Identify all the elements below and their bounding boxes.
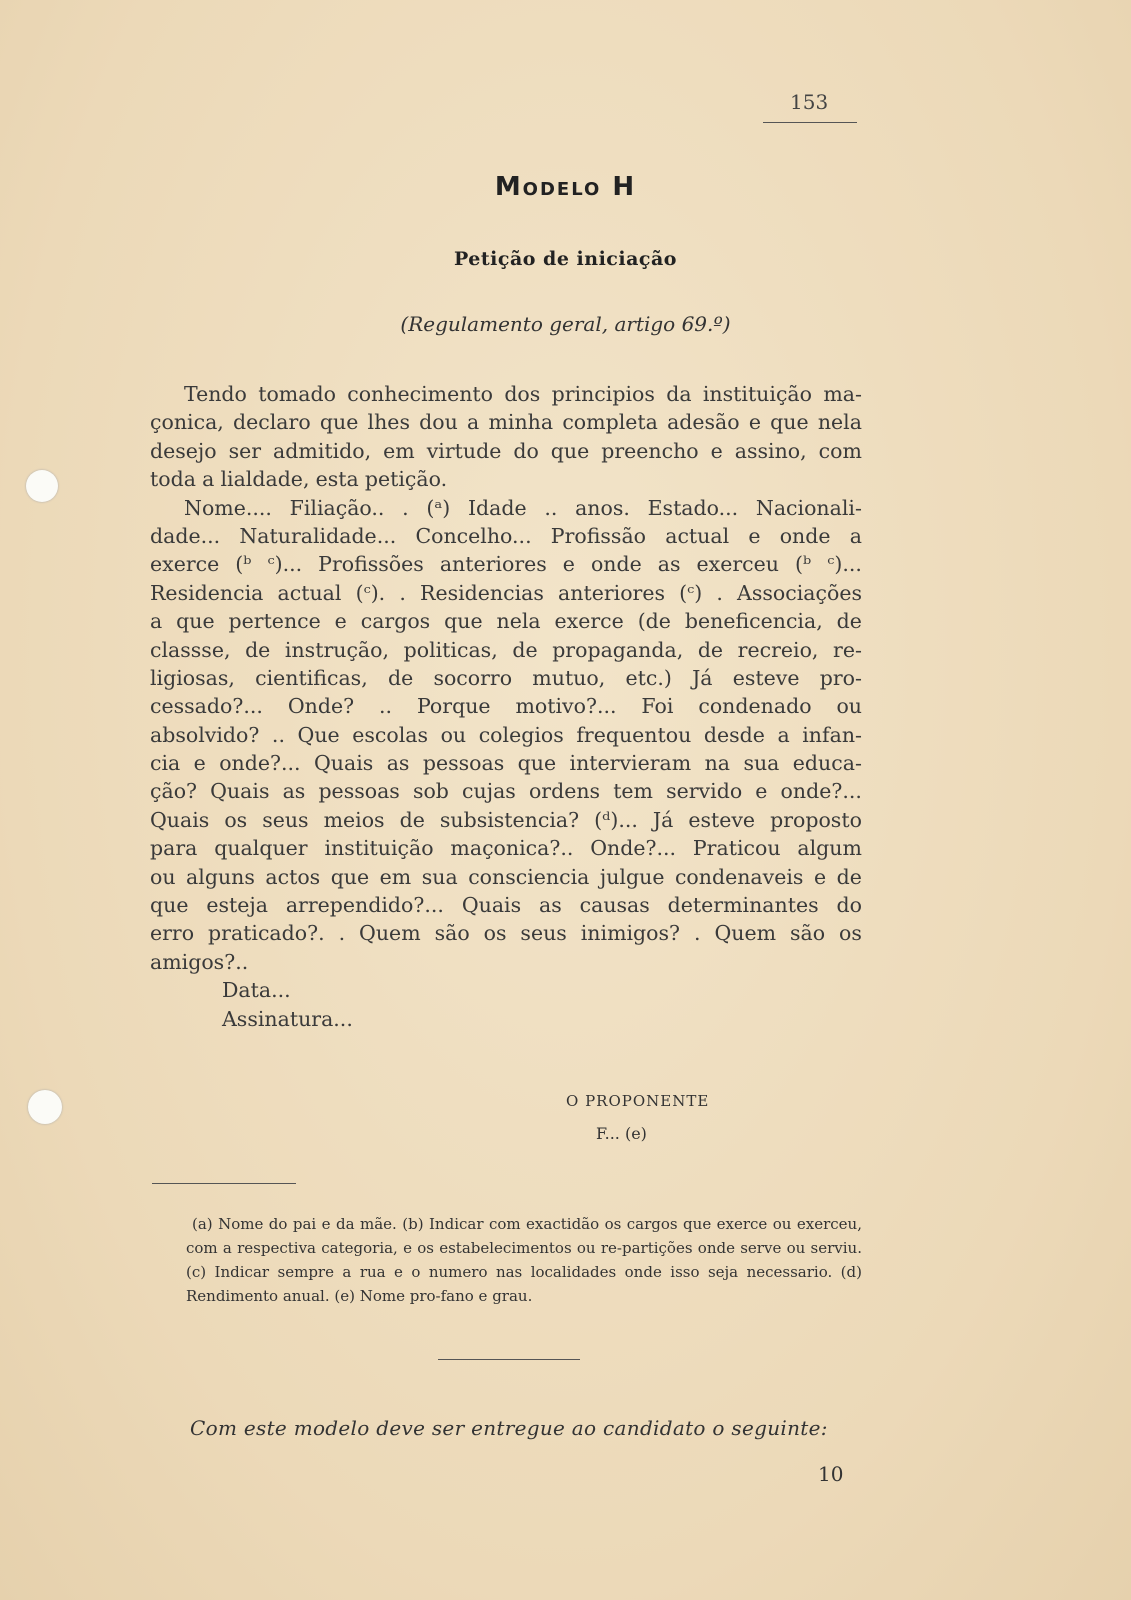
- section-rule: [438, 1359, 580, 1360]
- signature-number: 10: [818, 1462, 844, 1486]
- footnote-rule: [152, 1183, 296, 1184]
- page-title: Modelo H: [494, 172, 637, 202]
- body-line: ligiosas, cientificas, de socorro mutuo, etc.) Já esteve pro-: [150, 665, 862, 690]
- footnotes-text: (a) Nome do pai e da mãe. (b) Indicar com exactidão os cargos que exerce ou exerceu, com a respectiva categoria, e os estabelecimentos ou re-partições onde serve ou serviu. (c) Indicar sempre a rua e o numero nas localidades onde isso seja necessario. (d) Rendimento anual. (e) Nome pro-fano e grau.: [186, 1215, 862, 1305]
- body-line: cia e onde?... Quais as pessoas que intervieram na sua educa-: [150, 751, 862, 776]
- body-line: dade... Naturalidade... Concelho... Profissão actual e onde a: [150, 523, 862, 548]
- body-line: que esteja arrependido?... Quais as causas determinantes do: [150, 893, 862, 918]
- body-line: ção? Quais as pessoas sob cujas ordens tem servido e onde?...: [150, 779, 862, 804]
- body-line: erro praticado?. . Quem são os seus inimigos? . Quem são os: [150, 921, 862, 946]
- proponent-value: F... (e): [596, 1124, 647, 1143]
- page-number: 153: [790, 90, 829, 114]
- body-line: desejo ser admitido, em virtude do que preencho e assino, com: [150, 438, 862, 463]
- footnotes: [186, 1212, 862, 1308]
- body-line: a que pertence e cargos que nela exerce (de beneficencia, de: [150, 609, 862, 634]
- body-line: ou alguns actos que em sua consciencia julgue condenaveis e de: [150, 864, 862, 889]
- body-line: absolvido? .. Que escolas ou colegios frequentou desde a infan-: [150, 722, 862, 747]
- body-line: cessado?... Onde? .. Porque motivo?... Foi condenado ou: [150, 694, 862, 719]
- body-line: toda a lialdade, esta petição.: [150, 467, 448, 492]
- body-line: para qualquer instituição maçonica?.. Onde?... Praticou algum: [150, 836, 862, 861]
- body-line: Nome.... Filiação.. . (ᵃ) Idade .. anos. Estado... Nacionali-: [184, 495, 862, 520]
- body-line: amigos?..: [150, 949, 249, 974]
- body-line: çonica, declaro que lhes dou a minha completa adesão e que nela: [150, 410, 862, 435]
- page-number-rule: [763, 122, 857, 123]
- closing-text: Com este modelo deve ser entregue ao candidato o seguinte:: [190, 1416, 828, 1440]
- binding-hole-2: [28, 1090, 62, 1124]
- body-line: exerce (ᵇ ᶜ)... Profissões anteriores e onde as exerceu (ᵇ ᶜ)...: [150, 552, 862, 577]
- page-subtitle: Petição de iniciação: [454, 248, 677, 270]
- proponent-label: O PROPONENTE: [566, 1092, 710, 1110]
- body-line: Quais os seus meios de subsistencia? (ᵈ)... Já esteve proposto: [150, 807, 862, 832]
- petition-body: [150, 380, 862, 1033]
- signature-line: Assinatura...: [222, 1006, 353, 1031]
- regulation-reference: (Regulamento geral, artigo 69.º): [400, 312, 731, 336]
- date-line: Data...: [222, 978, 291, 1003]
- body-line: Residencia actual (ᶜ). . Residencias anteriores (ᶜ) . Associações: [150, 580, 862, 605]
- body-line: Tendo tomado conhecimento dos principios da instituição ma-: [184, 382, 862, 406]
- binding-hole-1: [26, 470, 58, 502]
- body-line: classse, de instrução, politicas, de propaganda, de recreio, re-: [150, 637, 862, 662]
